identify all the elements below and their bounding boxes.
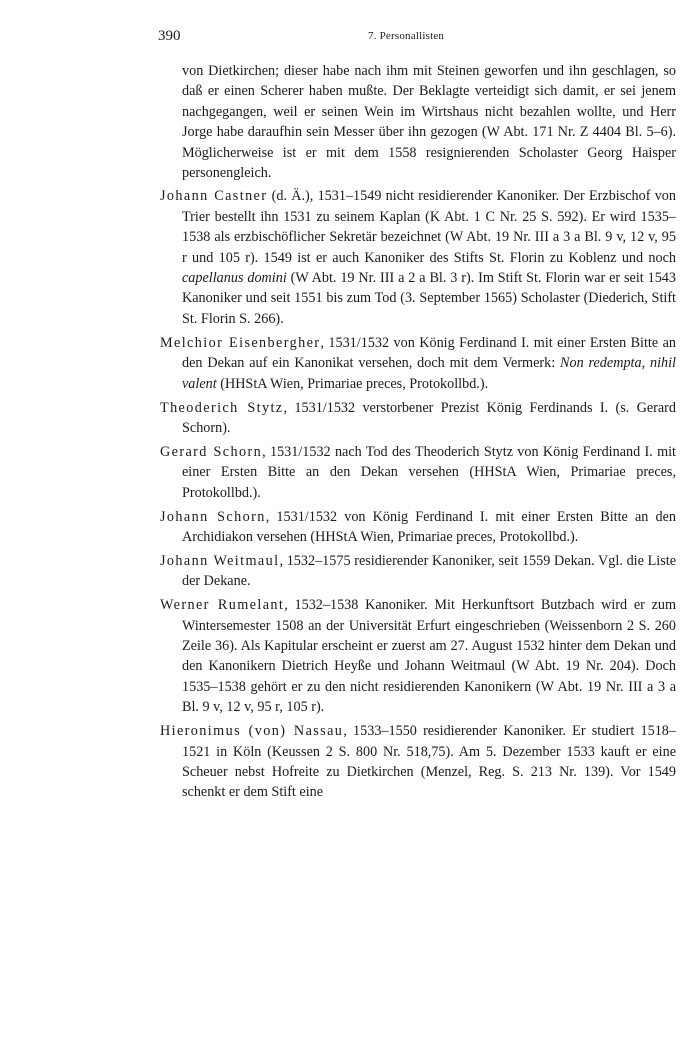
running-title: 7. Personallisten bbox=[368, 30, 445, 42]
entry-text: , 1533–1550 residierender Kanoniker. Er studiert 1518–1521 in Köln (Keussen 2 S. 800 Nr. 518,75). Am 5. Dezember 1533 kauft er eine Scheuer nebst Hofreite zu Dietkirchen (Menzel, Reg. S. 213 Nr. 139). Vor 1549 schenkt er dem Stift eine bbox=[182, 723, 676, 801]
page-body bbox=[160, 61, 676, 806]
entry-text: , 1532–1538 Kanoniker. Mit Herkunftsort Butzbach wird er zum Wintersemester 1508 an der Universität Erfurt eingeschrieben (Weissenborn 2 S. 260 Zeile 36). Als Kapitular erscheint er zuerst am 27. August 1532 hinter dem Dekan und den Kanonikern Dietrich Heyße und Johann Weitmaul (W Abt. 19 Nr. 204). Doch 1535–1538 gehört er zu den nicht residierenden Kanonikern (W Abt. 19 Nr. III a 3 a Bl. 9 v, 12 v, 95 r, 105 r). bbox=[182, 597, 676, 716]
continuation-paragraph: von Dietkirchen; dieser habe nach ihm mit Steinen geworfen und ihn geschlagen, so daß er einen Scherer haben mußte. Der Beklagte verteidigt sich damit, er sei jenem nachgegangen, weil er seinen Wein im Wirtshaus nicht bezahlen wollte, und Herr Jorge habe daraufhin sein Messer über ihn gezogen (W Abt. 171 Nr. Z 4404 Bl. 5–6). Möglicherweise ist er mit dem 1558 resignierenden Scholaster Georg Haisper personengleich. bbox=[182, 63, 676, 182]
person-name: Johann Weitmaul bbox=[160, 552, 280, 569]
entry-theoderich-stytz bbox=[160, 398, 676, 439]
entry-text-continued: (W Abt. 19 Nr. III a 2 a Bl. 3 r). Im Stift St. Florin war er seit 1543 Kanoniker und seit 1551 bis zum Tod (3. September 1565) Scholaster (Diederich, Stift St. Florin S. 266). bbox=[182, 270, 676, 327]
person-name: Johann Schorn bbox=[160, 508, 266, 525]
person-name: Werner Rumelant bbox=[160, 597, 285, 614]
person-name: Theoderich Stytz bbox=[160, 399, 284, 416]
person-name: Gerard Schorn bbox=[160, 443, 263, 460]
entry-text: , 1531/1532 nach Tod des Theoderich Stytz von König Ferdinand I. mit einer Ersten Bitte an den Dekan versehen (HHStA Wien, Primariae preces, Protokollbd.). bbox=[182, 443, 676, 501]
entry-johann-weitmaul bbox=[160, 551, 676, 592]
person-name: Melchior Eisenbergher bbox=[160, 334, 321, 351]
entry-werner-rumelant bbox=[160, 595, 676, 717]
entry-text: , 1532–1575 residierender Kanoniker, seit 1559 Dekan. Vgl. die Liste der Dekane. bbox=[182, 552, 676, 590]
page-header bbox=[158, 28, 678, 48]
entry-text: , 1531/1532 verstorbener Prezist König Ferdinands I. (s. Gerard Schorn). bbox=[182, 399, 676, 436]
entry-gerard-schorn bbox=[160, 442, 676, 503]
entry-hieronimus-nassau bbox=[160, 721, 676, 803]
page-number: 390 bbox=[158, 28, 181, 44]
person-name: Hieronimus (von) Nassau bbox=[160, 723, 344, 740]
entry-melchior-eisenbergher bbox=[160, 333, 676, 394]
entry-italic-text: capellanus domini bbox=[182, 270, 287, 287]
entry-text: (d. Ä.), 1531–1549 nicht residierender Kanoniker. Der Erzbischof von Trier bestellt ihn 1531 zu seinem Kaplan (K Abt. 1 C Nr. 25 S. 592). Er wird 1535–1538 als erzbischöflicher Sekretär bezeichnet (W Abt. 19 Nr. III a 3 a Bl. 9 v, 12 v, 95 r und 105 r). 1549 ist er auch Kanoniker des Stifts St. Florin zu Koblenz und noch bbox=[182, 188, 676, 266]
entry-text-continued: (HHStA Wien, Primariae preces, Protokollbd.). bbox=[216, 375, 489, 392]
entry-italic-text: Non redempta, nihil valent bbox=[182, 355, 676, 392]
entry-text: , 1531/1532 von König Ferdinand I. mit einer Ersten Bitte an den Archidiakon versehen (HHStA Wien, Primariae preces, Protokollbd.). bbox=[182, 508, 677, 545]
entry-text: , 1531/1532 von König Ferdinand I. mit einer Ersten Bitte an den Dekan auf ein Kanonikat versehen, doch mit dem Vermerk: bbox=[182, 334, 676, 372]
entry-johann-schorn bbox=[160, 507, 676, 548]
person-name: Johann Castner bbox=[160, 188, 268, 205]
entry-johann-castner bbox=[160, 186, 676, 329]
